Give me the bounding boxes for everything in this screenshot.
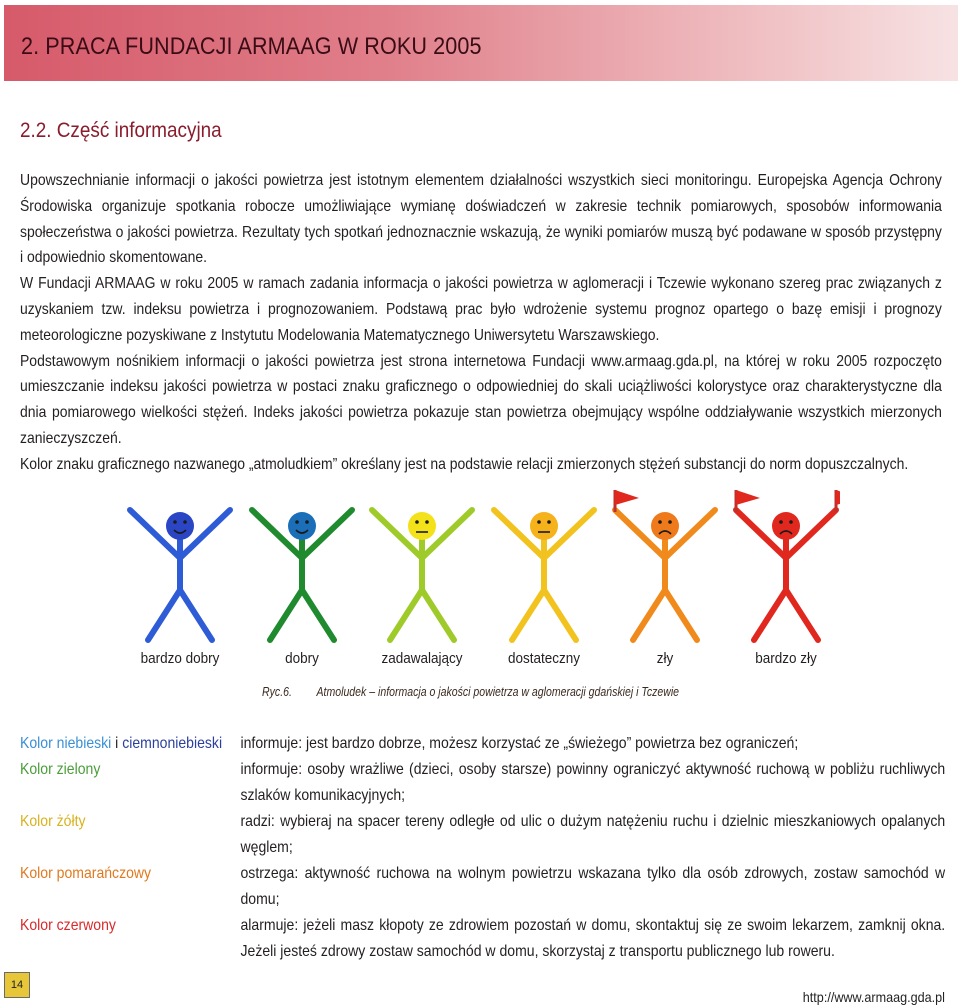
flag-icon: [615, 490, 639, 505]
figure-eye: [415, 520, 419, 524]
legend-color-name: [20, 809, 241, 861]
page-number: 14: [4, 972, 30, 998]
figure-head: [288, 512, 316, 540]
legend-color-text: i: [111, 735, 123, 752]
legend-row: [20, 809, 947, 861]
legend-color-text: Kolor żółty: [20, 813, 86, 830]
section-title: 2.2. Część informacyjna: [20, 119, 222, 142]
figure-eye: [295, 520, 299, 524]
caption-prefix: Ryc.6.: [262, 684, 292, 699]
legend-color-text: ciemnoniebieski: [122, 735, 223, 752]
legend-row: [20, 913, 947, 965]
footer-url: http://www.armaag.gda.pl: [802, 989, 945, 1005]
figure-label-good: dobry: [285, 650, 319, 667]
legend-description: radzi: wybieraj na spacer tereny odległe od ulic o dużym natężeniu ruchu i dzielnic mieszkaniowych opalanych węglem;: [240, 813, 946, 856]
figure-leg: [302, 590, 334, 640]
legend-color-text: Kolor niebieski: [20, 735, 112, 752]
paragraph: Podstawowym nośnikiem informacji o jakości powietrza jest strona internetowa Fundacji www.armaag.gda.pl, na której w roku 2005 rozpoczęto umieszczanie indeksu jakości powietrza w postaci znaku graficznego o odpowiedniej do skali uciążliwości kolorystyce oraz charakterystyczne dla dnia pomiarowego wielkości stężeń. Indeks jakości powietrza pokazuje stan powietrza obejmujący wspólne oddziaływanie wszystkich mierzonych zanieczyszczeń.: [20, 352, 942, 447]
figure-eye: [789, 520, 793, 524]
legend-description: informuje: jest bardzo dobrze, możesz korzystać ze „świeżego” powietrza bez ograniczeń;: [240, 735, 799, 752]
figure-eye: [658, 520, 662, 524]
flag-icon: [836, 490, 840, 505]
legend-color-name: [20, 757, 241, 809]
figure-label-very-good: bardzo dobry: [140, 650, 220, 667]
figure-label-bad: zły: [656, 650, 674, 667]
figure-leg: [148, 590, 180, 640]
atmoludek-illustration: [120, 490, 840, 650]
figure-eye: [305, 520, 309, 524]
color-legend: [20, 731, 947, 965]
figure-leg: [390, 590, 422, 640]
legend-color-text: Kolor zielony: [20, 761, 101, 778]
figure-leg: [633, 590, 665, 640]
legend-row: [20, 731, 947, 757]
legend-color-text: Kolor czerwony: [20, 917, 116, 934]
figure-leg: [665, 590, 697, 640]
figure-head: [166, 512, 194, 540]
legend-description: alarmuje: jeżeli masz kłopoty ze zdrowiem pozostań w domu, skontaktuj się ze swoim lekarzem, zamknij okna. Jeżeli jesteś zdrowy zostaw samochód w domu, skorzystaj z transportu publicznego lub roweru.: [240, 917, 946, 960]
figure-leg: [270, 590, 302, 640]
body-text: [20, 168, 942, 478]
flag-icon: [736, 490, 760, 505]
figure-label-satisfactory: zadawalający: [381, 650, 463, 667]
figure-eye: [425, 520, 429, 524]
figure-eye: [547, 520, 551, 524]
figure-label-very-bad: bardzo zły: [755, 650, 817, 667]
legend-color-name: [20, 861, 241, 913]
figure-caption: [0, 684, 960, 699]
figure-head: [408, 512, 436, 540]
figure-head: [530, 512, 558, 540]
figure-eye: [537, 520, 541, 524]
atmoludek-figure: [120, 490, 840, 665]
paragraph: W Fundacji ARMAAG w roku 2005 w ramach zadania informacja o jakości powietrza w aglomeracji i Tczewie wykonano szereg prac związanych z uzyskaniem tzw. indeksu powietrza i prognozowaniem. Podstawą prac było wdrożenie systemu prognoz opartego o bazę emisji i prognozy meteorologiczne pozyskiwane z Instytutu Modelowania Matematycznego Uniwersytetu Warszawskiego.: [20, 275, 942, 344]
figure-leg: [512, 590, 544, 640]
figure-eye: [173, 520, 177, 524]
paragraph: Kolor znaku graficznego nazwanego „atmoludkiem” określany jest na podstawie relacji zmierzonych stężeń substancji do norm dopuszczalnych.: [20, 455, 909, 473]
figure-eye: [668, 520, 672, 524]
figure-head: [651, 512, 679, 540]
header-banner: [4, 5, 958, 81]
legend-row: [20, 757, 947, 809]
legend-description: ostrzega: aktywność ruchowa na wolnym powietrzu wskazana tylko dla osób zdrowych, zostaw samochód w domu;: [240, 865, 946, 908]
figure-leg: [544, 590, 576, 640]
legend-color-name: [20, 731, 241, 757]
figure-leg: [786, 590, 818, 640]
paragraph: Upowszechnianie informacji o jakości powietrza jest istotnym elementem działalności wszystkich sieci monitoringu. Europejska Agencja Ochrony Środowiska organizuje spotkania robocze umożliwiające wymianę doświadczeń w zakresie technik pomiarowych, sposobów informowania społeczeństwa o jakości powietrza. Rezultaty tych spotkań jednoznacznie wskazują, że wyniki pomiarów muszą być podawane w sposób przystępny i odpowiednio skomentowane.: [20, 172, 942, 267]
figure-label-sufficient: dostateczny: [507, 650, 581, 667]
chapter-title: 2. PRACA FUNDACJI ARMAAG W ROKU 2005: [21, 33, 482, 60]
figure-head: [772, 512, 800, 540]
figure-leg: [180, 590, 212, 640]
figure-eye: [183, 520, 187, 524]
legend-color-text: Kolor pomarańczowy: [20, 865, 152, 882]
legend-row: [20, 861, 947, 913]
figure-eye: [779, 520, 783, 524]
figure-leg: [754, 590, 786, 640]
legend-color-name: [20, 913, 241, 965]
figure-leg: [422, 590, 454, 640]
legend-description: informuje: osoby wrażliwe (dzieci, osoby starsze) powinny ograniczyć aktywność ruchową w pobliżu ruchliwych szlaków komunikacyjnych;: [240, 761, 946, 804]
caption-text: Atmoludek – informacja o jakości powietrza w aglomeracji gdańskiej i Tczewie: [316, 684, 680, 699]
